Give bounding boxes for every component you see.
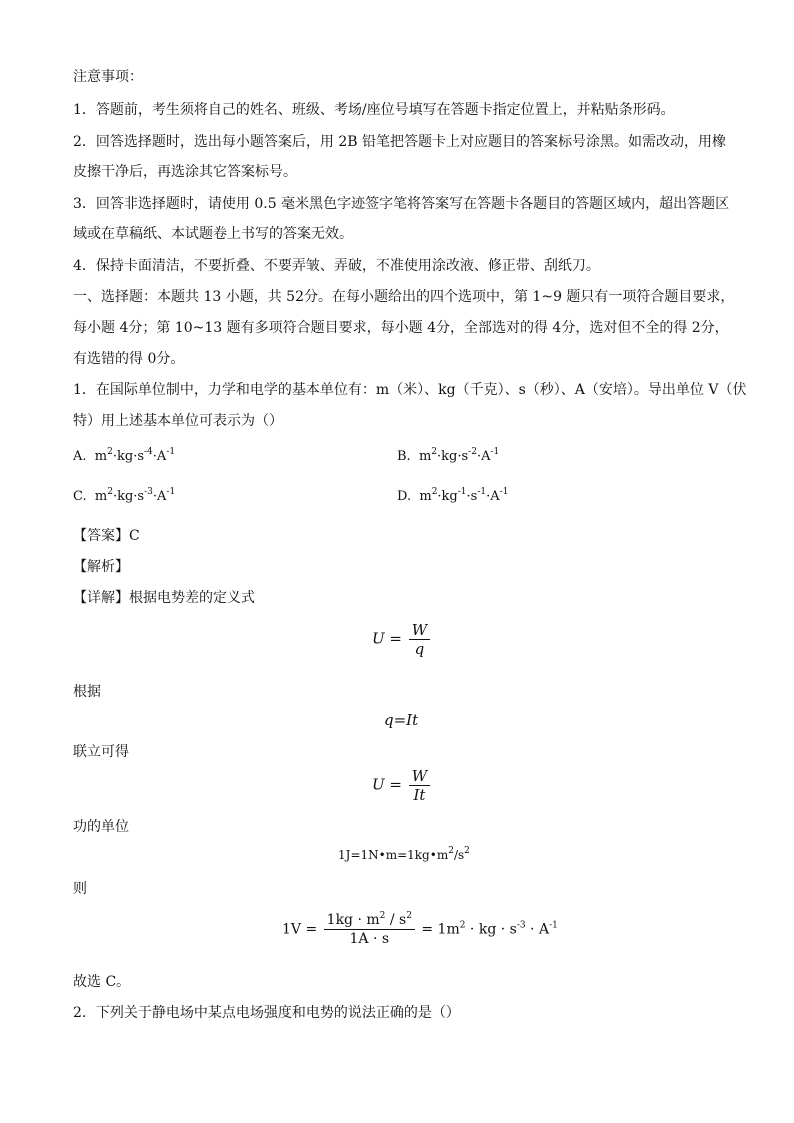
option-b-formula: $m^2\cdot kg\cdot s^{-2}\cdot A^{-1}$	[418, 447, 500, 464]
option-b	[397, 448, 499, 466]
answer-tag: 【答案】	[73, 528, 129, 544]
option-a-formula: $m^2\cdot kg\cdot s^{-4}\cdot A^{-1}$	[94, 447, 176, 464]
then-text: 则	[73, 881, 87, 897]
question-1-stem-line-2: 特）用上述基本单位可表示为（）	[73, 413, 283, 429]
notice-item-3-line-1: 3．回答非选择题时，请使用 0.5 毫米黑色字迹签字笔将答案写在答题卡各题目的答题区域内，超出答题区	[73, 196, 730, 212]
notice-item-2-line-2: 皮擦干净后，再选涂其它答案标号。	[73, 164, 297, 180]
notice-item-3-line-2: 域或在草稿纸、本试题卷上书写的答案无效。	[73, 226, 353, 242]
notice-item-4: 4．保持卡面清洁，不要折叠、不要弄皱、弄破，不准使用涂改液、修正带、刮纸刀。	[73, 258, 600, 274]
work-unit-text: 功的单位	[73, 819, 129, 835]
equation-joule: $1J=1N•m=1kg•m^2/s^2$	[338, 846, 470, 862]
notice-item-2-line-1: 2．回答选择题时，选出每小题答案后，用 2B 铅笔把答题卡上对应题目的答案标号涂黑。如需改动，用橡	[73, 134, 727, 150]
detail-line	[73, 589, 255, 607]
based-on-text: 根据	[73, 684, 101, 700]
option-a	[73, 448, 175, 466]
option-a-label: A.	[73, 449, 87, 464]
conclusion-text: 故选 C。	[73, 974, 131, 990]
detail-tag: 【详解】	[73, 590, 129, 606]
equation-u-w-it: U = $\frac{W}{It}$	[372, 768, 432, 803]
equation-u-w-q: U = $\frac{W}{q}$	[372, 622, 432, 657]
answer-value: C	[129, 528, 140, 544]
question-2-stem: 2．下列关于静电场中某点电场强度和电势的说法正确的是（）	[73, 1005, 460, 1021]
section-header-line-3: 有选错的得 0分。	[73, 351, 185, 367]
section-header-line-1: 一、选择题：本题共 13 小题，共 52分。在每小题给出的四个选项中，第 1~9 题只有一项符合题目要求，	[73, 289, 735, 305]
combine-text: 联立可得	[73, 744, 129, 760]
detail-text: 根据电势差的定义式	[129, 590, 255, 606]
analysis-tag: 【解析】	[73, 559, 129, 575]
equation-q-it: q=It	[384, 711, 419, 729]
option-c-formula: $m^2\cdot kg\cdot s^{-3}\cdot A^{-1}$	[94, 487, 176, 504]
answer-line	[73, 527, 140, 545]
question-1-stem-line-1: 1．在国际单位制中，力学和电学的基本单位有：m（米）、kg（千克）、s（秒）、A（安培）。导出单位 V（伏	[73, 382, 747, 398]
section-header-line-2: 每小题 4分；第 10~13 题有多项符合题目要求，每小题 4分，全部选对的得 4分，选对但不全的得 2分，	[73, 320, 729, 336]
option-d-formula: $m^2\cdot kg^{-1}\cdot s^{-1}\cdot A^{-1}$	[419, 487, 509, 504]
option-d	[397, 488, 508, 506]
notice-title: 注意事项：	[73, 69, 143, 85]
option-c-label: C.	[73, 489, 87, 504]
option-d-label: D.	[397, 489, 412, 504]
equation-volt: 1V = $\frac{1kg \cdot m^2 / s^2}{1A \cdot s}$ = $1m^2$ · kg · $s^{-3} \cdot A^{-1}$	[282, 911, 558, 947]
notice-item-1: 1．答题前，考生须将自己的姓名、班级、考场/座位号填写在答题卡指定位置上，并粘贴条形码。	[73, 102, 675, 118]
option-b-label: B.	[397, 449, 411, 464]
option-c	[73, 488, 175, 506]
